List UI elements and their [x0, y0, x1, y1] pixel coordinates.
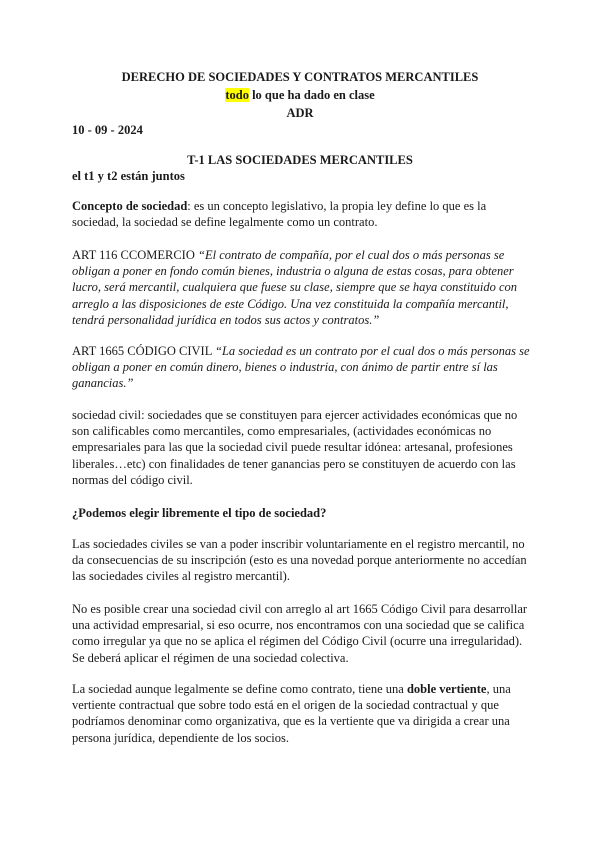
document-subtitle — [0, 88, 600, 103]
concepto-text: : es un concepto legislativo, la propia ley define lo que es la sociedad, la sociedad se define legalmente como un contrato. — [72, 199, 487, 230]
paragraph-inscripcion: Las sociedades civiles se van a poder inscribir voluntariamente en el registro mercantil, no da consecuencias de su inscripción (esto es una novedad porque anteriormente no accedían las sociedades civiles al registro mercantil). — [72, 537, 527, 584]
paragraph-irregular: No es posible crear una sociedad civil con arreglo al art 1665 Código Civil para desarrollar una actividad empresarial, si eso ocurre, nos encontramos con una sociedad que se califica como irregular ya que no se aplica el régimen del Código Civil (ocurre una irregularidad). Se deberá aplicar el régimen de una sociedad colectiva. — [72, 602, 528, 665]
paragraph-doble-vertiente — [72, 681, 532, 746]
highlighted-word: todo — [225, 88, 249, 102]
doble-vertiente-text-a: La sociedad aunque legalmente se define como contrato, tiene una — [72, 682, 407, 696]
doble-vertiente-term: doble vertiente — [406, 682, 487, 696]
art-116-lead: ART 116 CCOMERCIO — [72, 248, 199, 262]
art-116-quote: “El contrato de compañía, por el cual dos o más personas se obligan a poner en fondo común bienes, industria o alguna de estas cosas, para obtener lucro, será mercantil, cualquiera que fuese su clase, siempre que se haya constituido con arreglo a las disposiciones de este Código. Una vez constituida la compañía mercantil, tendrá personalidad jurídica en todos sus actos y contratos.” — [72, 248, 518, 327]
paragraph-sociedad-civil: sociedad civil: sociedades que se constituyen para ejercer actividades económicas que no son calificables como mercantiles, como empresariales, (actividades económicas no empresariales para las que la sociedad civil puede resultar idónea: artesanal, profesiones liberales…etc) con finalidades de tener ganancias pero se constituyen de acuerdo con las normas del código civil. — [72, 408, 518, 487]
subtitle-rest: lo que ha dado en clase — [248, 88, 375, 102]
paragraph-concepto — [72, 198, 532, 230]
doble-vertiente-text-b: , una vertiente contractual que sobre todo está en el origen de la sociedad contractual y que podríamos denominar como organizativa, que es la vertiente que va dirigida a crear una persona jurídica, dependiente de los socios. — [72, 682, 511, 745]
document-title: DERECHO DE SOCIEDADES Y CONTRATOS MERCANTILES — [121, 70, 479, 84]
paragraph-art-1665 — [72, 343, 532, 392]
topic-note: el t1 y t2 están juntos — [72, 169, 185, 183]
author-initials: ADR — [286, 106, 314, 120]
topic-title: T-1 LAS SOCIEDADES MERCANTILES — [187, 153, 413, 167]
question-heading: ¿Podemos elegir libremente el tipo de sociedad? — [72, 506, 327, 520]
document-date: 10 - 09 - 2024 — [72, 123, 143, 137]
art-1665-quote: “La sociedad es un contrato por el cual dos o más personas se obligan a poner en común dinero, bienes o industria, con ánimo de partir entre sí las ganancias.” — [72, 344, 530, 391]
paragraph-art-116 — [72, 247, 532, 328]
art-1665-lead: ART 1665 CÓDIGO CIVIL — [72, 344, 215, 358]
concepto-term: Concepto de sociedad — [72, 199, 188, 213]
